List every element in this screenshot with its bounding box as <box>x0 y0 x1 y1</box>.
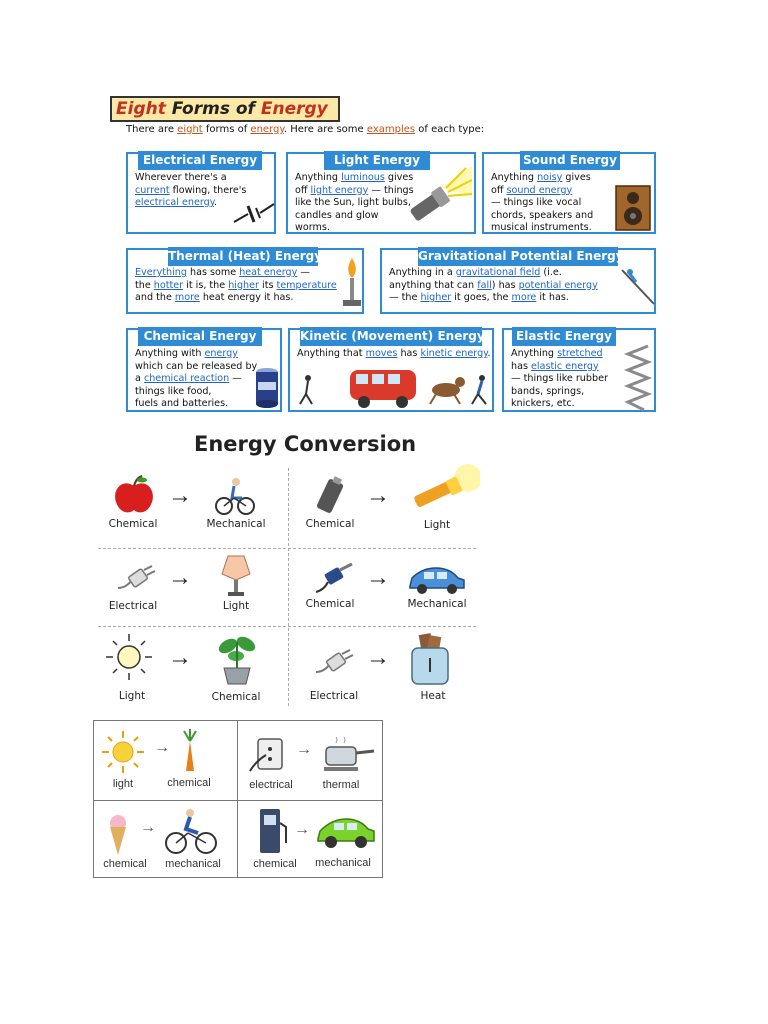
card-heading: Sound Energy <box>520 151 620 170</box>
card-elastic-energy <box>502 328 656 412</box>
arrow-icon: → <box>366 564 390 591</box>
fuel-nozzle-icon <box>312 562 354 596</box>
energy-type-label: light <box>112 778 134 790</box>
battery-icon <box>314 472 350 516</box>
apple-icon <box>112 474 156 516</box>
sun-icon <box>104 632 154 682</box>
energy-type-label: chemical <box>253 858 297 870</box>
arrow-icon: → <box>366 482 390 509</box>
plug-icon <box>314 648 354 678</box>
energy-type-label: Electrical <box>108 600 158 612</box>
arrow-icon: → <box>296 741 312 758</box>
outlet-plug-icon <box>248 737 288 775</box>
divider <box>98 548 476 549</box>
spring-icon <box>622 344 654 412</box>
poster-title: Eight Forms of Energy <box>110 96 340 122</box>
potted-plant-icon <box>216 632 258 686</box>
card-heading: Gravitational Potential Energy <box>418 247 618 266</box>
bunsen-burner-icon <box>340 256 364 312</box>
flashlight-icon <box>406 166 472 234</box>
cooking-pot-icon <box>320 737 376 773</box>
energy-type-label: mechanical <box>315 857 371 869</box>
sun-icon <box>100 729 146 775</box>
energy-type-label: Chemical <box>108 518 158 530</box>
card-thermal-energy <box>126 248 364 314</box>
fuel-pump-icon <box>256 807 290 855</box>
cyclist-icon <box>214 476 256 516</box>
divider <box>94 800 382 801</box>
card-chemical-energy <box>126 328 282 412</box>
ice-cream-icon <box>106 813 130 857</box>
arrow-icon: → <box>140 819 156 836</box>
card-heading: Kinetic (Movement) Energy <box>300 327 482 346</box>
energy-type-label: thermal <box>322 779 360 791</box>
divider <box>237 721 238 877</box>
card-heading: Elastic Energy <box>512 327 616 346</box>
card-heading: Electrical Energy <box>138 151 262 170</box>
conversion-title: Energy Conversion <box>194 432 417 456</box>
arrow-icon: → <box>168 564 192 591</box>
card-kinetic-energy <box>288 328 494 412</box>
energy-type-label: Chemical <box>305 518 355 530</box>
energy-type-label: chemical <box>167 777 211 789</box>
card-text: Anything in a gravitational field (i.e. anything that can fall) has potential energy — the higher it goes, the more it has. <box>389 267 598 304</box>
carrot-icon <box>178 729 202 773</box>
flashlight-icon <box>410 460 480 516</box>
card-gravitational-energy <box>380 248 656 314</box>
arrow-icon: → <box>168 482 192 509</box>
lamp-icon <box>218 554 254 598</box>
energy-type-label: Mechanical <box>206 518 266 530</box>
card-text: Anything with energy which can be released by a chemical reaction — things like food, fuels and batteries. <box>135 348 258 410</box>
eight-forms-poster <box>108 92 664 414</box>
card-text: Anything stretched has elastic energy — things like rubber bands, springs, knickers, etc. <box>511 348 608 410</box>
car-icon <box>314 815 378 851</box>
divider <box>98 626 476 627</box>
card-heading: Light Energy <box>324 151 430 170</box>
speaker-icon <box>614 184 654 232</box>
energy-type-label: Light <box>118 690 146 702</box>
poster-intro: There are eight forms of energy. Here are some examples of each type: <box>126 124 485 135</box>
arrow-icon: → <box>154 739 170 756</box>
card-heading: Thermal (Heat) Energy <box>168 247 318 266</box>
plug-icon <box>116 564 156 594</box>
car-icon <box>406 564 468 596</box>
arrow-icon: → <box>294 821 310 838</box>
cyclist-icon <box>164 807 218 857</box>
conversion-grid <box>93 720 383 878</box>
energy-type-label: Electrical <box>309 690 359 702</box>
card-text: Anything luminous gives off light energy — things like the Sun, light bulbs, candles and glow worms. <box>295 172 414 234</box>
divider <box>288 468 289 706</box>
energy-type-label: Heat <box>420 690 446 702</box>
energy-type-label: Chemical <box>305 598 355 610</box>
energy-type-label: Light <box>222 600 250 612</box>
card-text: Everything has some heat energy — the hotter it is, the higher its temperature and the more heat energy it has. <box>135 267 337 304</box>
card-text: Anything that moves has kinetic energy. <box>297 348 491 359</box>
energy-type-label: mechanical <box>165 858 221 870</box>
energy-type-label: electrical <box>249 779 293 791</box>
card-text: Wherever there's a current flowing, there's electrical energy. <box>135 172 247 209</box>
card-electrical-energy <box>126 152 276 234</box>
moving-vehicles-icon <box>294 364 494 410</box>
arrow-icon: → <box>366 644 390 671</box>
battery-cell-icon <box>232 198 276 228</box>
battery-icon <box>252 366 282 410</box>
card-text: Anything noisy gives off sound energy — things like vocal chords, speakers and musical instruments. <box>491 172 594 234</box>
card-sound-energy <box>482 152 656 234</box>
toaster-icon <box>408 632 452 688</box>
arrow-icon: → <box>168 644 192 671</box>
energy-type-label: Chemical <box>211 691 261 703</box>
card-heading: Chemical Energy <box>138 327 262 346</box>
ski-jumper-icon <box>620 264 656 308</box>
energy-type-label: Light <box>423 519 451 531</box>
energy-type-label: Mechanical <box>407 598 467 610</box>
card-light-energy <box>286 152 476 234</box>
energy-type-label: chemical <box>103 858 147 870</box>
